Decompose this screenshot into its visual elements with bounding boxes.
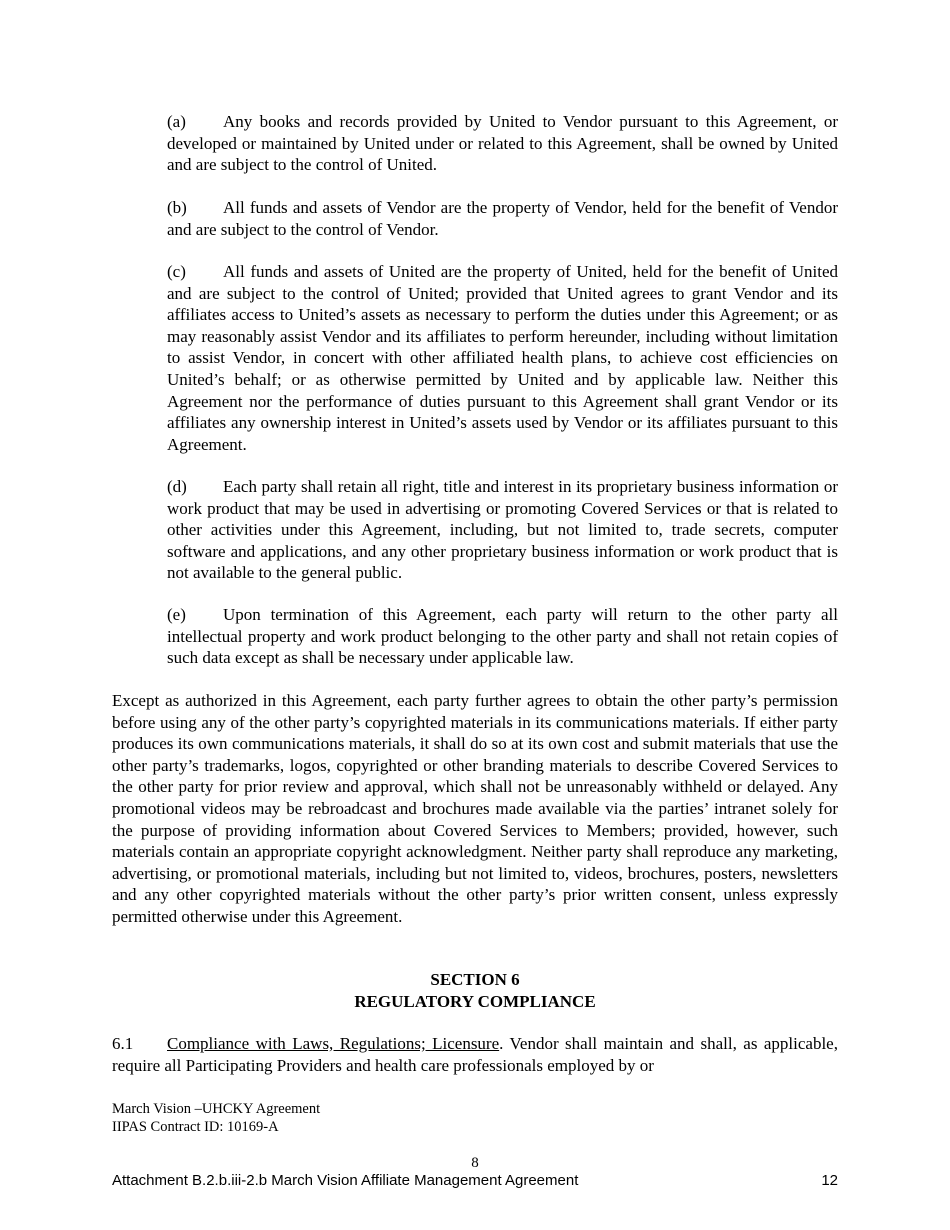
subsection-label: (c)	[167, 262, 186, 281]
clause-number: 6.1	[112, 1034, 134, 1053]
body-paragraph: Except as authorized in this Agreement, each party further agrees to obtain the other party’s permission before using any of the other party’s copyrighted materials in its communications materials. If either party produces its own communications materials, it shall do so at its own cost and submit materials that use the other party’s trademarks, logos, copyrighted or other branding materials to describe Covered Services to the other party for prior review and approval, which shall not be unreasonably withheld or delayed. Any promotional videos may be rebroadcast and brochures made available via the parties’ intranet solely for the purpose of providing information about Covered Services to Members; provided, however, such materials contain an appropriate copyright acknowledgment. Neither party shall reproduce any marketing, advertising, or promotional materials, including but not limited to, videos, brochures, posters, newsletters and any other copyrighted materials without the other party’s prior written consent, unless expressly permitted otherwise under this Agreement.	[112, 691, 838, 926]
subsection-c	[167, 261, 838, 455]
subsection-text: Upon termination of this Agreement, each party will return to the other party all intellectual property and work product belonging to the other party and shall not retain copies of such data except as shall be necessary under applicable law.	[167, 605, 838, 668]
clause-text: . Vendor shall maintain and shall, as applicable, require all Participating Providers and health care professionals employed by or	[112, 1034, 838, 1075]
subsection-text: Each party shall retain all right, title and interest in its proprietary business information or work product that may be used in advertising or promoting Covered Services or that is related to other activities under this Agreement, including, but not limited to, trade secrets, computer software and applications, and any other proprietary business information or work product that is not available to the general public.	[167, 477, 838, 583]
section-title: REGULATORY COMPLIANCE	[354, 991, 596, 1011]
subsection-label: (e)	[167, 605, 186, 624]
subsection-text: All funds and assets of Vendor are the property of Vendor, held for the benefit of Vendor and are subject to the control of Vendor.	[167, 198, 838, 239]
subsection-b	[167, 197, 838, 240]
subsection-label: (a)	[167, 112, 186, 131]
subsection-label: (d)	[167, 477, 187, 496]
subsection-label: (b)	[167, 198, 187, 217]
footer-block	[112, 1100, 320, 1136]
footer-contract-id: IIPAS Contract ID: 10169-A	[112, 1119, 279, 1135]
attachment-page-number: 12	[821, 1172, 838, 1189]
clause-6-1	[112, 1033, 838, 1076]
subsection-text: All funds and assets of United are the property of United, held for the benefit of United and are subject to the control of United; provided that United agrees to grant Vendor and its affiliates access to United’s assets as necessary to perform the duties under this Agreement; or as may reasonably assist Vendor and its affiliates to perform hereunder, including without limitation to assist Vendor, in concert with other affiliated health plans, to achieve cost efficiencies on United’s behalf; or as otherwise permitted by United and by applicable law. Neither this Agreement nor the performance of duties pursuant to this Agreement shall grant Vendor or its affiliates any ownership interest in United’s assets used by Vendor or its affiliates pursuant to this Agreement.	[167, 262, 838, 454]
section-heading	[112, 969, 838, 1012]
subsection-e	[167, 604, 838, 669]
subsection-text: Any books and records provided by United to Vendor pursuant to this Agreement, or developed or maintained by United under or related to this Agreement, shall be owned by United and are subject to the control of United.	[167, 112, 838, 175]
attachment-label: Attachment B.2.b.iii-2.b March Vision Affiliate Management Agreement	[112, 1172, 579, 1189]
subsection-a	[167, 111, 838, 176]
subsection-d	[167, 476, 838, 584]
footer-agreement-name: March Vision –UHCKY Agreement	[112, 1101, 321, 1117]
clause-title: Compliance with Laws, Regulations; Licensure	[167, 1034, 500, 1053]
section-number: SECTION 6	[430, 970, 520, 989]
page-number: 8	[471, 1155, 479, 1171]
